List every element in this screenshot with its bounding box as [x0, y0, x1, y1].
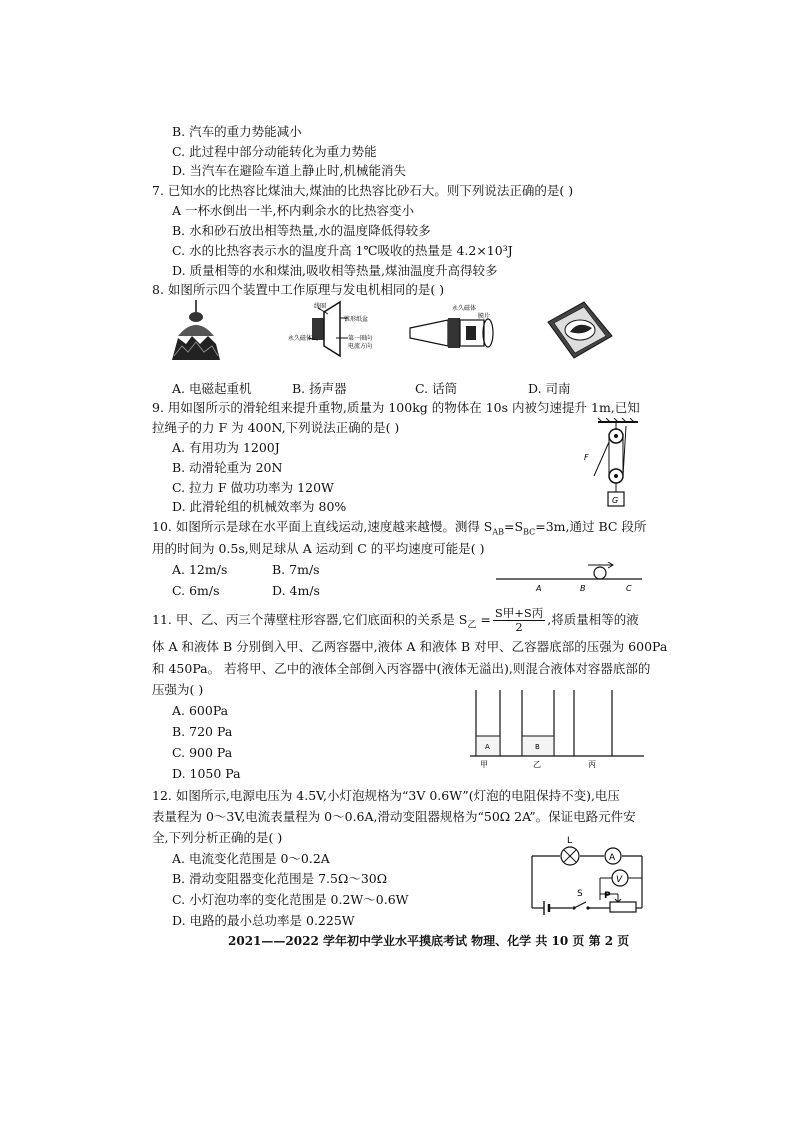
q11-stem-line1: 11. 甲、乙、丙三个薄壁柱形容器,它们底面积的关系是 $S_乙$ = $\frac{\text{S甲+S丙}}{2}$ ,将质量相等的液: [152, 606, 639, 634]
q7-option-c: C. 水的比热容表示水的温度升高 1℃吸收的热量是 4.2×10³J: [172, 243, 513, 258]
q9-option-b: B. 动滑轮重为 20N: [172, 460, 283, 475]
q11-stem-line4: 压强为( ): [152, 682, 204, 697]
q11-option-b: B. 720 Pa: [172, 724, 233, 739]
circuit-label-l: L: [567, 836, 573, 846]
microphone-figure: [408, 302, 498, 360]
microphone-label-magnet: 永久磁体: [452, 305, 477, 312]
q9-stem-line2: 拉绳子的力 F 为 400N,下列说法正确的是( ): [152, 420, 400, 435]
speaker-label-current: 电流方向: [348, 343, 373, 350]
q9-option-c: C. 拉力 F 做功功率为 120W: [172, 480, 334, 495]
q8-option-c: C. 话筒: [415, 381, 458, 396]
q7-option-b: B. 水和砂石放出相等热量,水的温度降低得较多: [172, 223, 431, 238]
ball-track-figure: [496, 562, 644, 594]
speaker-label-magnet: 永久磁体: [288, 335, 313, 342]
container-yi-label: 乙: [533, 760, 541, 769]
q10-stem-line1: 10. 如图所示是球在水平面上直线运动,速度越来越慢。测得 $S_{AB}=S_{BC}=3m$,通过 BC 段所: [152, 519, 647, 537]
q10-option-c: C. 6m/s: [172, 583, 220, 598]
speaker-label-coil: 线圈: [314, 303, 327, 310]
q12-stem-line3: 全,下列分析正确的是( ): [152, 830, 283, 845]
speaker-figure: [288, 298, 378, 360]
speaker-label-cone: 锥形纸盆: [344, 316, 369, 323]
container-b-label: B: [535, 743, 540, 751]
q11-stem-line3: 和 450Pa。 若将甲、乙中的液体全部倒入丙容器中(液体无溢出),则混合液体对容器底部的: [152, 661, 651, 676]
circuit-label-s: S: [577, 889, 583, 899]
page-footer: 2021——2022 学年初中学业水平摸底考试 物理、化学 共 10 页 第 2 页: [228, 934, 630, 948]
q10-option-b: B. 7m/s: [272, 562, 320, 577]
track-label-b: B: [580, 584, 586, 593]
q7-option-a: A 一杯水倒出一半,杯内剩余水的比热容变小: [172, 203, 414, 218]
container-jia-label: 甲: [480, 760, 488, 769]
q9-option-a: A. 有用功为 1200J: [172, 440, 280, 455]
area-fraction: $\frac{\text{S甲+S丙}}{2}$: [494, 606, 544, 634]
q12-stem-line1: 12. 如图所示,电源电压为 4.5V,小灯泡规格为“3V 0.6W”(灯泡的电阻保持不变),电压: [152, 788, 620, 803]
compass-figure: [538, 300, 614, 360]
q11-option-d: D. 1050 Pa: [172, 766, 241, 781]
circuit-label-p: P: [604, 891, 611, 901]
circuit-label-a: A: [609, 853, 616, 863]
q9-stem-line1: 9. 用如图所示的滑轮组来提升重物,质量为 100kg 的物体在 10s 内被匀速提升 1m,已知: [152, 400, 640, 415]
q6-option-c: C. 此过程中部分动能转化为重力势能: [172, 144, 377, 159]
pulley-label-f: F: [584, 453, 589, 462]
q8-option-b: B. 扬声器: [292, 381, 347, 396]
q8-option-a: A. 电磁起重机: [172, 381, 252, 396]
q12-option-c: C. 小灯泡功率的变化范围是 0.2W～0.6W: [172, 892, 409, 907]
q10-stem-line2: 用的时间为 0.5s,则足球从 A 运动到 C 的平均速度可能是( ): [152, 541, 485, 556]
q6-option-b: B. 汽车的重力势能减小: [172, 124, 302, 139]
q6-option-d: D. 当汽车在避险车道上静止时,机械能消失: [172, 163, 406, 178]
container-bing-label: 丙: [588, 760, 596, 769]
q12-option-a: A. 电流变化范围是 0～0.2A: [172, 851, 330, 866]
container-a-label: A: [485, 743, 490, 751]
pulley-figure: [582, 418, 644, 510]
q7-stem: 7. 已知水的比热容比煤油大,煤油的比热容比砂石大。则下列说法正确的是( ): [152, 183, 574, 198]
q9-option-d: D. 此滑轮组的机械效率为 80%: [172, 499, 347, 514]
circuit-figure: [524, 834, 648, 916]
q12-option-b: B. 滑动变阻器变化范围是 7.5Ω～30Ω: [172, 871, 388, 886]
speaker-label-first: 第一圈向: [348, 335, 373, 342]
circuit-label-v: V: [616, 875, 623, 885]
q11-stem-line2: 体 A 和液体 B 分别倒入甲、乙两容器中,液体 A 和液体 B 对甲、乙容器底部的压强为 600Pa: [152, 639, 668, 654]
microphone-label-membrane: 膜片: [478, 313, 491, 320]
q10-option-d: D. 4m/s: [272, 583, 320, 598]
q8-stem: 8. 如图所示四个装置中工作原理与发电机相同的是( ): [152, 282, 445, 297]
q12-stem-line2: 表量程为 0～3V,电流表量程为 0～0.6A,滑动变阻器规格为“50Ω 2A”。保证电路元件安: [152, 809, 636, 824]
track-label-c: C: [626, 584, 632, 593]
crane-figure: [168, 300, 224, 362]
pulley-label-g: G: [612, 496, 619, 505]
q10-option-a: A. 12m/s: [172, 562, 228, 577]
q12-option-d: D. 电路的最小总功率是 0.225W: [172, 913, 355, 928]
q7-option-d: D. 质量相等的水和煤油,吸收相等热量,煤油温度升高得较多: [172, 263, 498, 278]
q11-option-a: A. 600Pa: [172, 703, 229, 718]
q11-option-c: C. 900 Pa: [172, 745, 233, 760]
containers-figure: [470, 690, 646, 770]
track-label-a: A: [536, 584, 542, 593]
q8-option-d: D. 司南: [528, 381, 571, 396]
